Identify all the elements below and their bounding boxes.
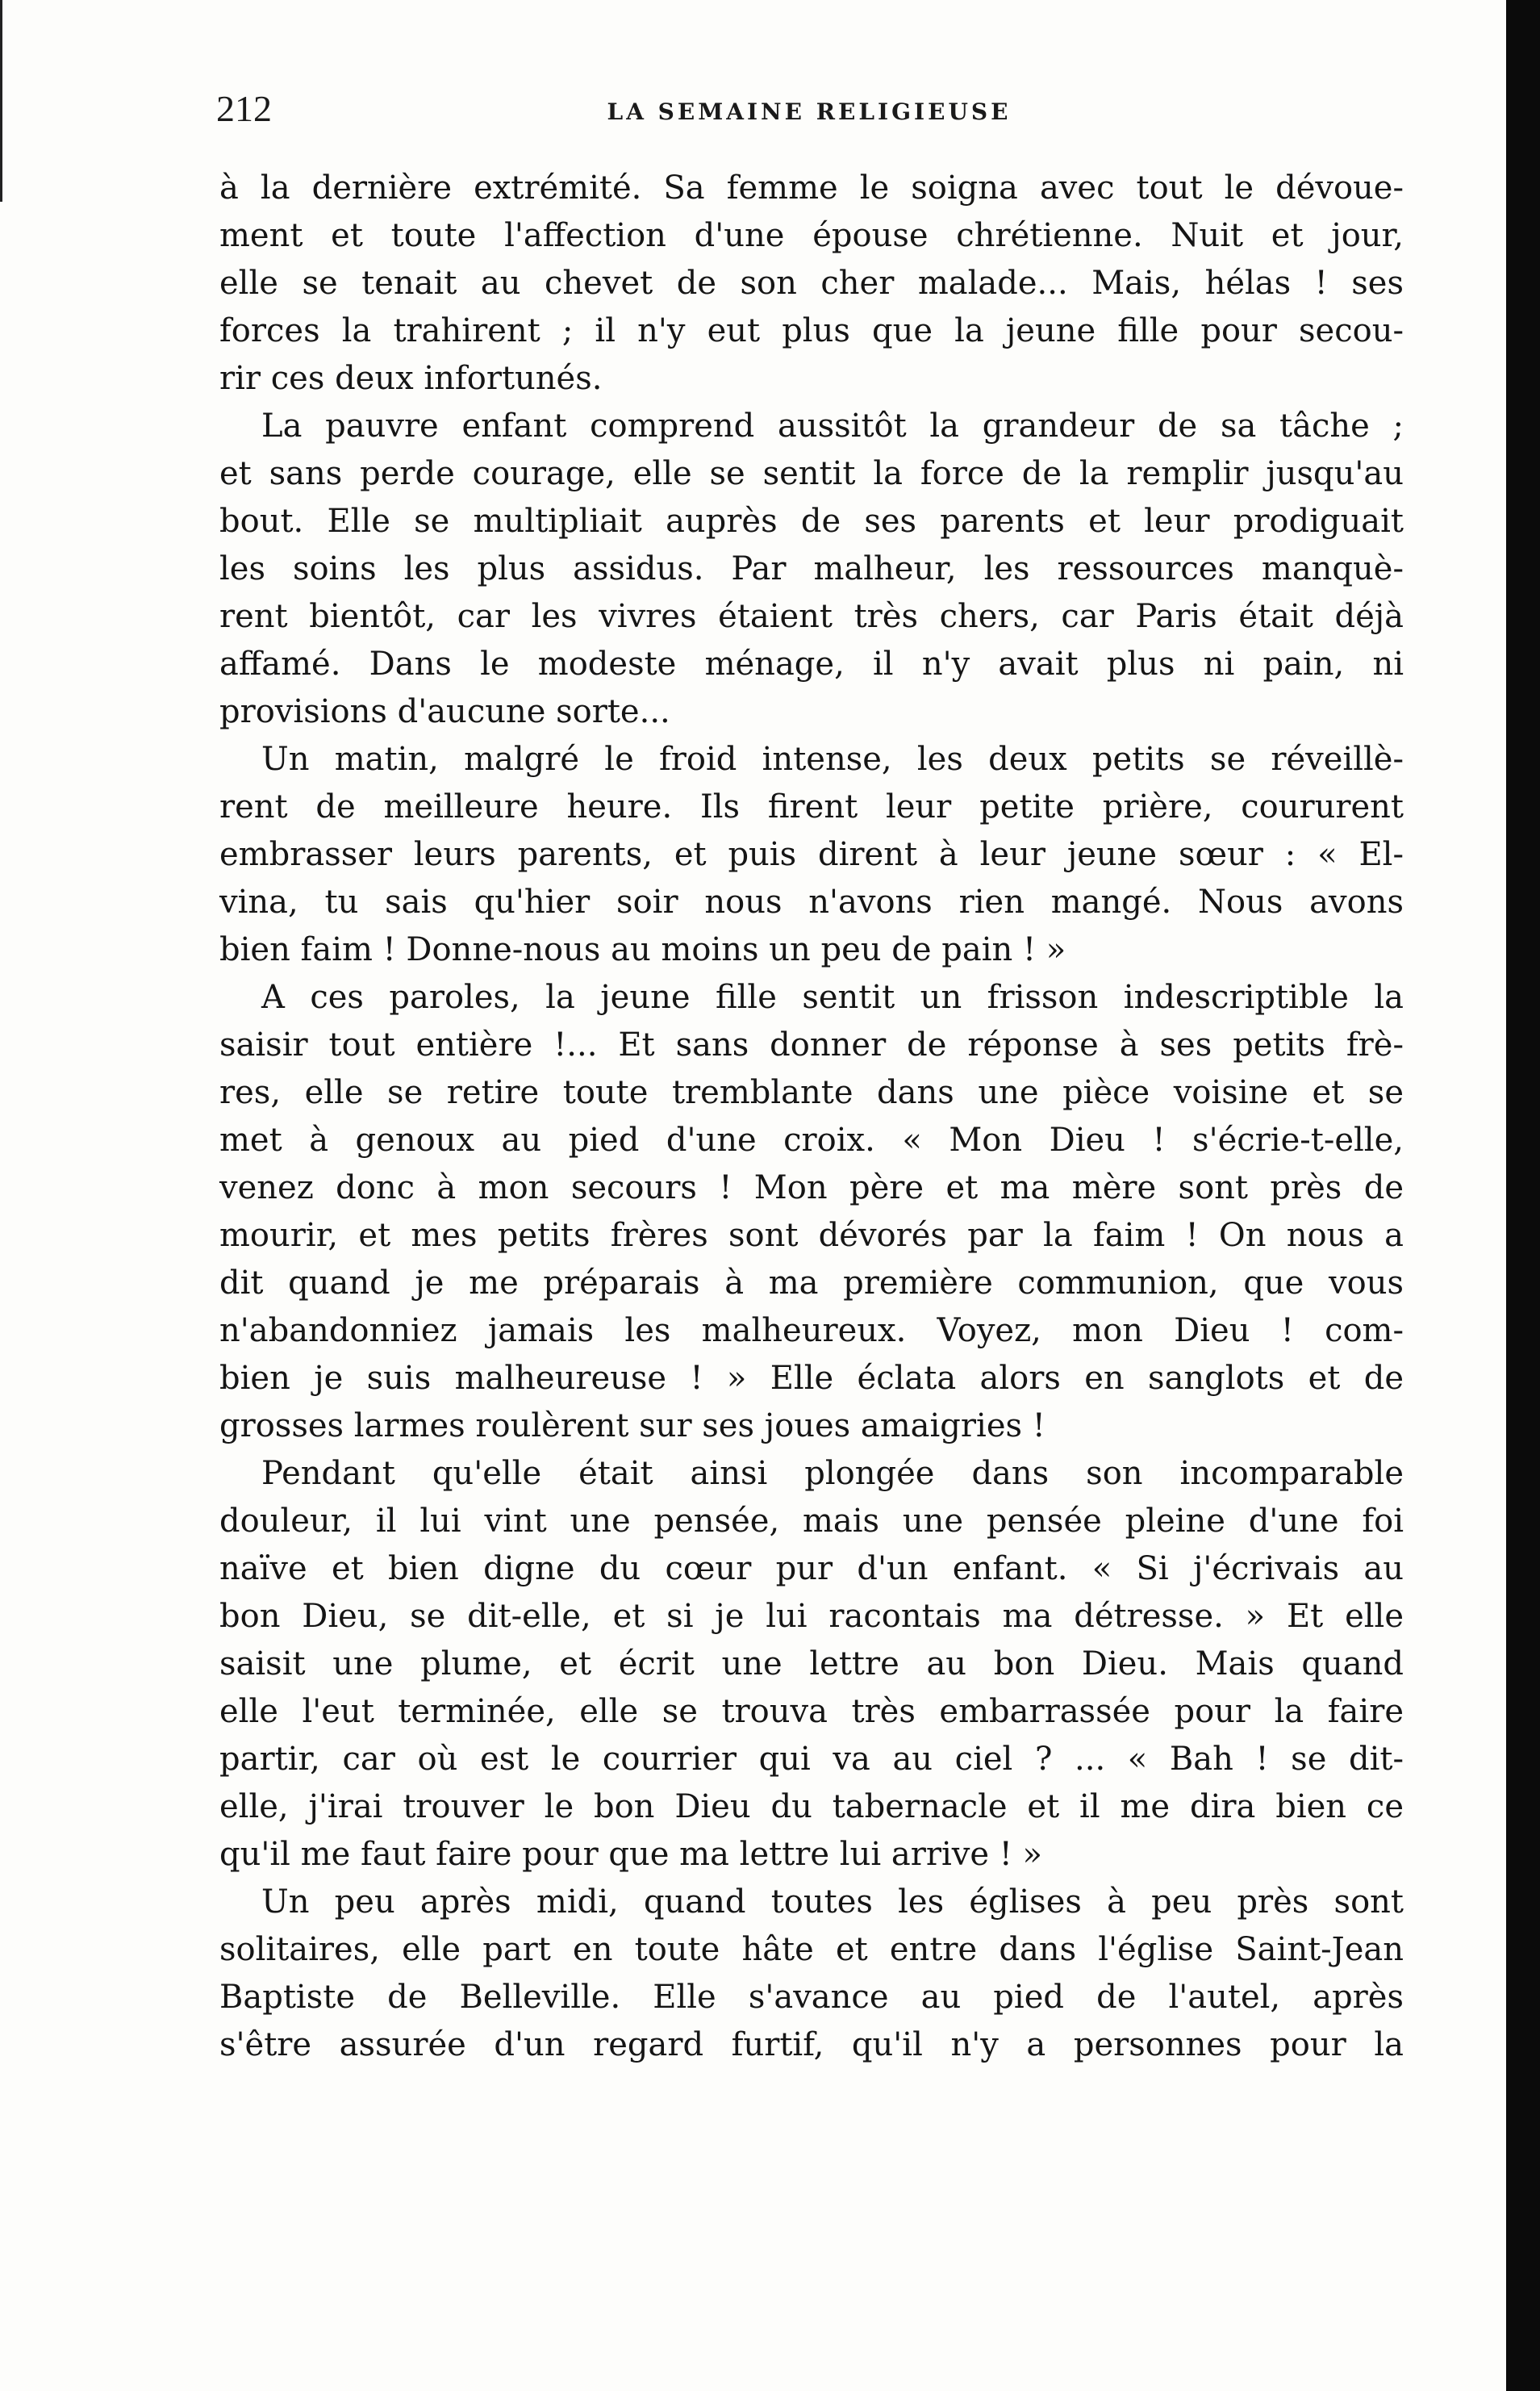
text-line: provisions d'aucune sorte...	[219, 693, 670, 730]
left-edge-border	[0, 0, 2, 202]
text-line: rent de meilleure heure. Ils firent leur petite prière, coururent	[219, 788, 1404, 826]
text-line: Pendant qu'elle était ainsi plongée dans son incomparable	[261, 1455, 1404, 1492]
text-line: qu'il me faut faire pour que ma lettre lui arrive ! »	[219, 1836, 1042, 1873]
text-line: Un matin, malgré le froid intense, les deux petits se réveillè-	[261, 741, 1404, 778]
page-header	[216, 87, 1402, 136]
text-line: elle l'eut terminée, elle se trouva très embarrassée pour la faire	[219, 1693, 1404, 1730]
text-line: ment et toute l'affection d'une épouse chrétienne. Nuit et jour,	[219, 217, 1404, 254]
text-line: affamé. Dans le modeste ménage, il n'y avait plus ni pain, ni	[219, 646, 1404, 683]
text-line: partir, car où est le courrier qui va au ciel ? ... « Bah ! se dit-	[219, 1741, 1404, 1778]
text-line: bien je suis malheureuse ! » Elle éclata alors en sanglots et de	[219, 1360, 1404, 1397]
text-line: A ces paroles, la jeune fille sentit un frisson indescriptible la	[261, 979, 1404, 1016]
text-line: et sans perde courage, elle se sentit la force de la remplir jusqu'au	[219, 455, 1404, 492]
text-line: mourir, et mes petits frères sont dévorés par la faim ! On nous a	[219, 1217, 1404, 1254]
page-number: 212	[216, 88, 272, 129]
text-line: douleur, il lui vint une pensée, mais une pensée pleine d'une foi	[219, 1503, 1404, 1540]
text-line: bien faim ! Donne-nous au moins un peu de pain ! »	[219, 931, 1066, 968]
text-line: solitaires, elle part en toute hâte et entre dans l'église Saint-Jean	[219, 1931, 1404, 1968]
running-title: LA SEMAINE RELIGIEUSE	[607, 98, 1012, 125]
text-line: met à genoux au pied d'une croix. « Mon Dieu ! s'écrie-t-elle,	[219, 1122, 1404, 1159]
book-spine-shadow	[1506, 0, 1540, 2391]
body-text	[219, 165, 1404, 2069]
text-line: rent bientôt, car les vivres étaient très chers, car Paris était déjà	[219, 598, 1404, 635]
text-line: elle se tenait au chevet de son cher malade... Mais, hélas ! ses	[219, 265, 1404, 302]
text-line: à la dernière extrémité. Sa femme le soigna avec tout le dévoue-	[219, 169, 1404, 207]
text-line: les soins les plus assidus. Par malheur, les ressources manquè-	[219, 550, 1404, 587]
text-line: s'être assurée d'un regard furtif, qu'il n'y a personnes pour la	[219, 2026, 1404, 2063]
text-line: venez donc à mon secours ! Mon père et ma mère sont près de	[219, 1169, 1404, 1206]
text-line: embrasser leurs parents, et puis dirent à leur jeune sœur : « El-	[219, 836, 1404, 873]
text-line: Baptiste de Belleville. Elle s'avance au pied de l'autel, après	[219, 1979, 1404, 2016]
text-line: dit quand je me préparais à ma première communion, que vous	[219, 1264, 1404, 1302]
text-line: n'abandonniez jamais les malheureux. Voyez, mon Dieu ! com-	[219, 1312, 1404, 1349]
text-line: bout. Elle se multipliait auprès de ses parents et leur prodiguait	[219, 503, 1404, 540]
text-line: saisit une plume, et écrit une lettre au bon Dieu. Mais quand	[219, 1645, 1404, 1682]
text-line: rir ces deux infortunés.	[219, 360, 603, 397]
text-line: saisir tout entière !... Et sans donner de réponse à ses petits frè-	[219, 1026, 1404, 1064]
text-line: vina, tu sais qu'hier soir nous n'avons rien mangé. Nous avons	[219, 884, 1404, 921]
text-line: forces la trahirent ; il n'y eut plus que la jeune fille pour secou-	[219, 312, 1404, 349]
text-line: grosses larmes roulèrent sur ses joues amaigries !	[219, 1407, 1045, 1444]
text-line: elle, j'irai trouver le bon Dieu du tabernacle et il me dira bien ce	[219, 1788, 1404, 1825]
text-line: bon Dieu, se dit-elle, et si je lui racontais ma détresse. » Et elle	[219, 1598, 1404, 1635]
text-line: La pauvre enfant comprend aussitôt la grandeur de sa tâche ;	[261, 408, 1404, 445]
text-line: res, elle se retire toute tremblante dans une pièce voisine et se	[219, 1074, 1404, 1111]
text-line: naïve et bien digne du cœur pur d'un enfant. « Si j'écrivais au	[219, 1550, 1404, 1587]
text-line: Un peu après midi, quand toutes les églises à peu près sont	[261, 1883, 1404, 1921]
